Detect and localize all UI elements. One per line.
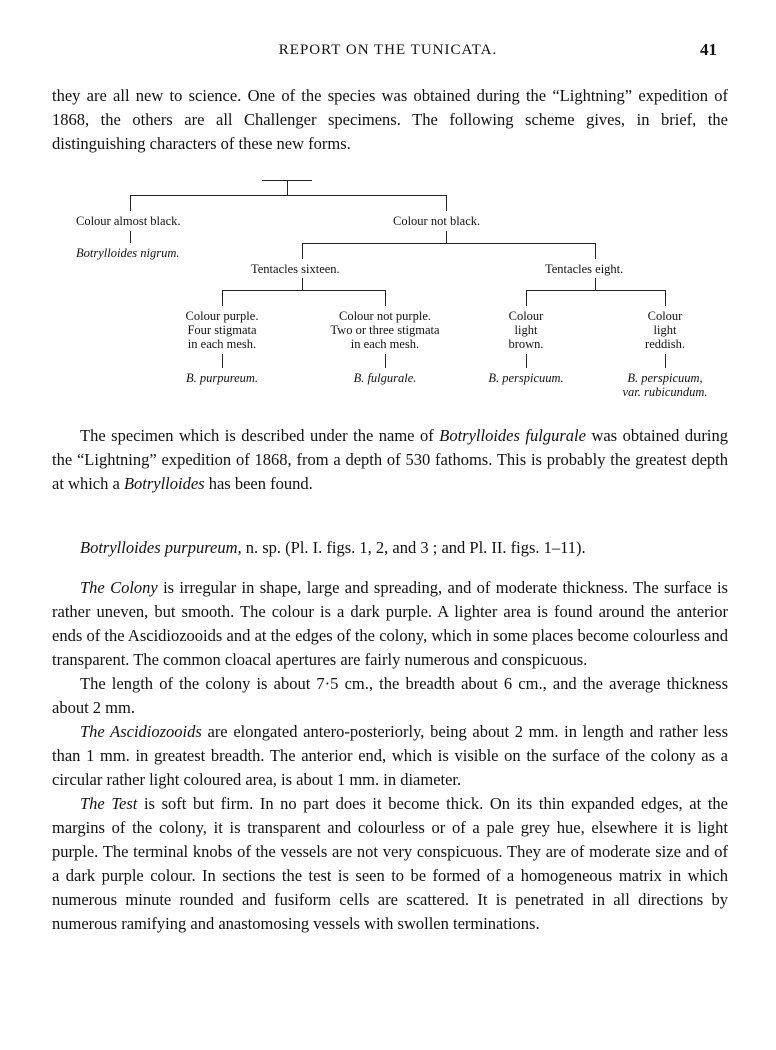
page-number: 41 — [700, 40, 717, 59]
species-name: Botrylloides purpureum — [80, 538, 238, 557]
node-b-purpureum: B. purpureum. — [185, 371, 259, 385]
description-body — [52, 576, 728, 936]
node-text: B. perspicuum, — [627, 371, 703, 385]
node-tentacles-sixteen: Tentacles sixteen. — [251, 262, 340, 276]
fulgurale-paragraph — [52, 424, 728, 496]
node-colour-purple — [178, 309, 266, 351]
node-text: in each mesh. — [187, 337, 257, 351]
text-run: is soft but firm. In no part does it become thick. On its thin expanded edges, at the margins of the colony, it is transparent and colourless or of a pale grey hue, elsewhere it is light purple. The terminal knobs of the vessels are not very conspicuous. They are of moderate size and of a dark purple colour. In sections the test is seen to be formed of a homogeneous matrix in which numerous minute rounded and fusiform cells are scattered. It is penetrated in all directions by numerous ramifying and anastomosing vessels with swollen terminations. — [52, 794, 728, 933]
node-text: Colour — [647, 309, 683, 323]
ascidiozooids-paragraph — [52, 720, 728, 792]
intro-text: they are all new to science. One of the species was obtained during the “Lightning” expedition of 1868, the others are all Challenger specimens. The following scheme gives, in brief, the distinguishing characters of these new forms. — [52, 86, 728, 153]
genus-name: Botrylloides — [123, 474, 205, 493]
text-run: was obtained during the “Lightning” expedition of 1868, from a depth of 530 fathoms. This is probably the greatest depth at which a — [52, 426, 729, 493]
classification-scheme — [0, 170, 776, 410]
node-text: Colour — [508, 309, 544, 323]
node-text: light — [514, 323, 538, 337]
intro-paragraph — [52, 84, 728, 156]
node-text: Colour not purple. — [338, 309, 431, 323]
section-label: The Ascidiozooids — [80, 722, 202, 741]
node-colour-light-reddish — [630, 309, 700, 351]
species-heading-text — [52, 536, 728, 560]
test-paragraph — [52, 792, 728, 936]
node-text: brown. — [508, 337, 544, 351]
section-label: The Test — [80, 794, 138, 813]
node-text: Colour purple. — [185, 309, 259, 323]
node-colour-almost-black: Colour almost black. — [76, 214, 181, 228]
node-text: var. rubicundum. — [622, 385, 708, 399]
node-tentacles-eight: Tentacles eight. — [545, 262, 624, 276]
node-text: light — [653, 323, 677, 337]
node-b-nigrum: Botrylloides nigrum. — [76, 246, 180, 260]
node-text: reddish. — [645, 337, 685, 351]
text-run: The specimen which is described under the name of — [80, 426, 440, 445]
node-text: Four stigmata — [187, 323, 257, 337]
length-paragraph: The length of the colony is about 7·5 cm., the breadth about 6 cm., and the average thickness about 2 mm. — [52, 674, 728, 717]
section-label: The Colony — [80, 578, 158, 597]
node-colour-not-purple — [318, 309, 452, 351]
running-header: REPORT ON THE TUNICATA. — [278, 42, 498, 58]
node-colour-not-black: Colour not black. — [393, 214, 481, 228]
text-run: , n. sp. (Pl. I. figs. 1, 2, and 3 ; and Pl. II. figs. 1–11). — [237, 538, 586, 557]
node-b-perspicuum: B. perspicuum. — [488, 371, 564, 385]
colony-paragraph — [52, 576, 728, 672]
node-text: in each mesh. — [350, 337, 420, 351]
species-name: Botrylloides fulgurale — [439, 426, 586, 445]
fulgurale-text — [52, 424, 728, 496]
node-b-perspicuum-rubicundum — [605, 371, 725, 399]
node-colour-light-brown — [496, 309, 556, 351]
text-run: are elongated antero-posteriorly, being about 2 mm. in length and rather less than 1 mm. in greatest breadth. The anterior end, which is visible on the surface of the colony as a circular rather light coloured area, is about 1 mm. in diameter. — [52, 722, 728, 789]
species-heading — [52, 536, 728, 560]
text-run: is irregular in shape, large and spreading, and of moderate thickness. The surface is rather uneven, but smooth. The colour is a dark purple. A lighter area is found around the anterior ends of the Ascidiozooids and at the edges of the colony, which in some places become colourless and transparent. The common cloacal apertures are fairly numerous and conspicuous. — [52, 578, 728, 669]
node-text: Two or three stigmata — [330, 323, 440, 337]
node-b-fulgurale: B. fulgurale. — [353, 371, 417, 385]
text-run: has been found. — [204, 474, 313, 493]
